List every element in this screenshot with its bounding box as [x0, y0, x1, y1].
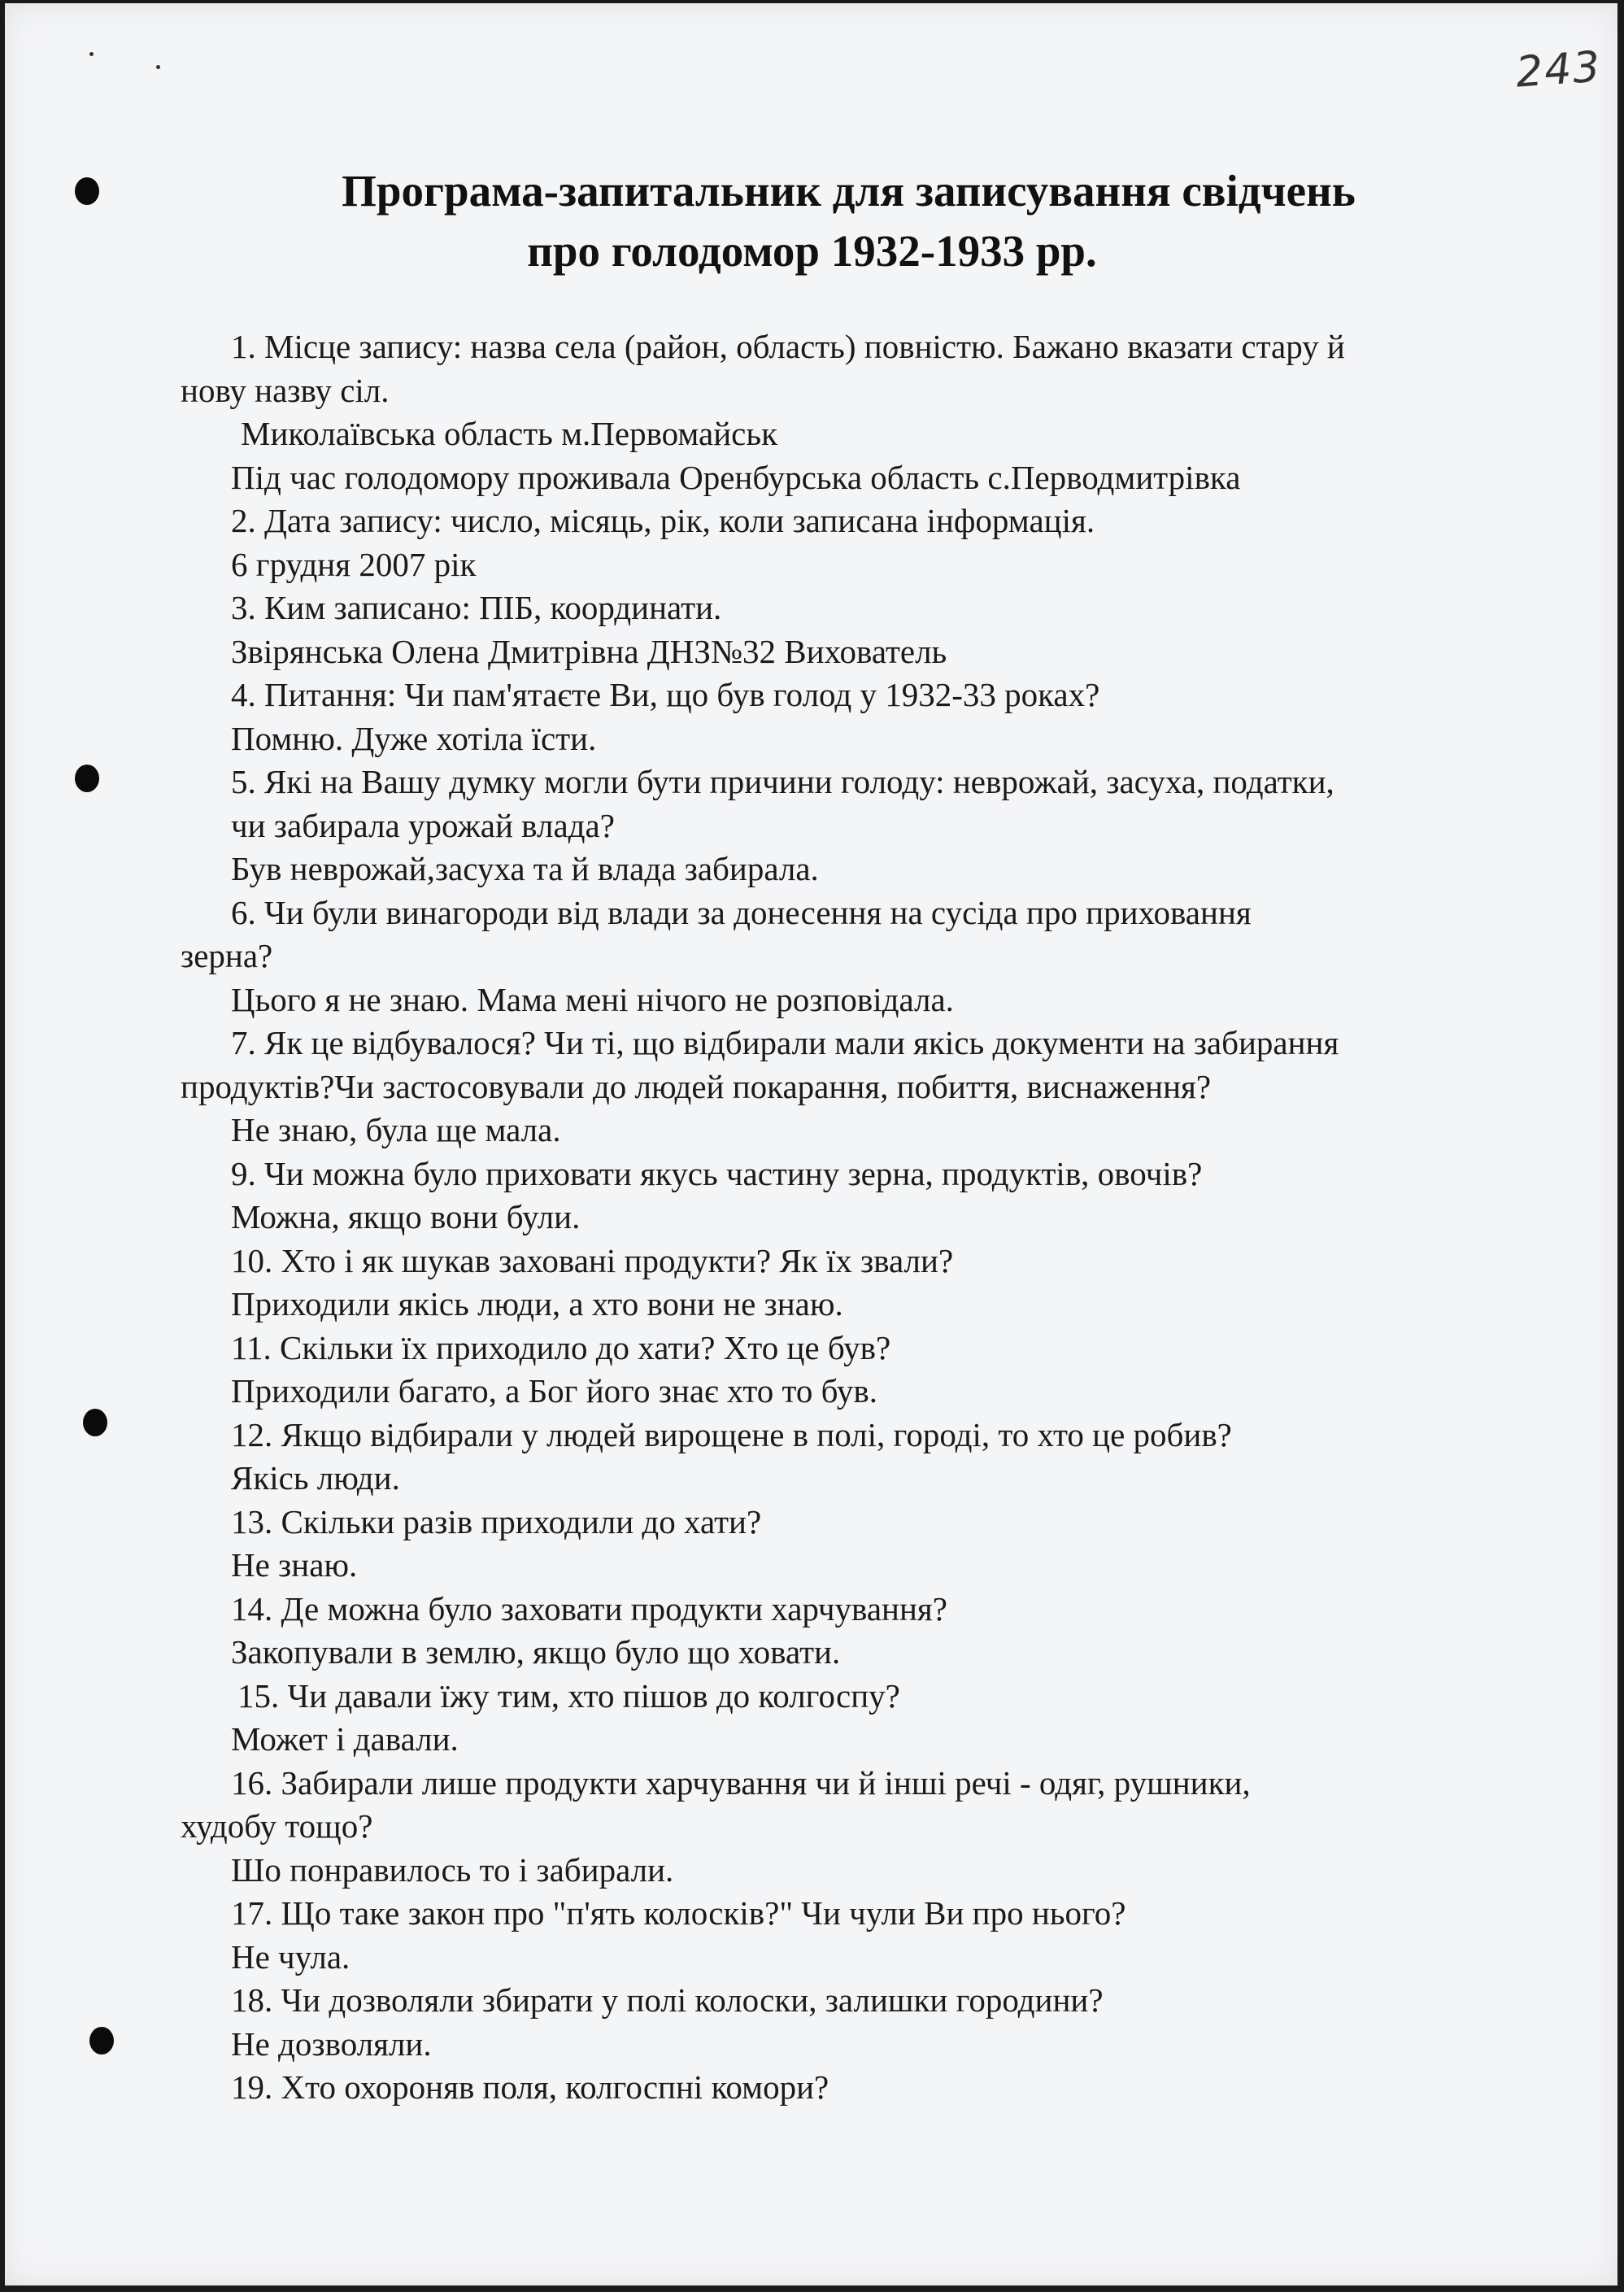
- answer-line: Приходили багато, а Бог його знає хто то був.: [231, 1372, 878, 1410]
- answer-line: Під час голодомору проживала Оренбурська область с.Перводмитрівка: [231, 458, 1241, 496]
- answer-line: Миколаївська область м.Первомайськ: [241, 415, 777, 452]
- answer-line: Приходили якісь люди, а хто вони не знаю.: [231, 1285, 843, 1322]
- punch-hole: [89, 2027, 114, 2055]
- speck: [89, 52, 94, 56]
- answer-line: Помню. Дуже хотіла їсти.: [231, 719, 597, 757]
- question-line: 11. Скільки їх приходило до хати? Хто це був?: [231, 1328, 891, 1366]
- question-line: 18. Чи дозволяли збирати у полі колоски, залишки городини?: [231, 1981, 1104, 2019]
- answer-line: Может і давали.: [231, 1720, 459, 1758]
- questionnaire-body: [181, 325, 1502, 2110]
- question-line: 17. Що таке закон про "п'ять колосків?" Чи чули Ви про нього?: [231, 1894, 1126, 1932]
- question-line: 13. Скільки разів приходили до хати?: [231, 1502, 762, 1540]
- question-line: 3. Ким записано: ПІБ, координати.: [231, 589, 722, 626]
- title-line-1: Програма-запитальник для записування свідчень: [342, 166, 1356, 216]
- punch-hole: [75, 765, 99, 792]
- speck: [156, 65, 160, 69]
- answer-line: Якісь люди.: [231, 1459, 400, 1497]
- question-line: нову назву сіл.: [181, 371, 390, 409]
- page-title: [0, 161, 1624, 281]
- question-line: продуктів?Чи застосовували до людей покарання, побиття, виснаження?: [181, 1067, 1212, 1105]
- title-line-2: про голодомор 1932-1933 рр.: [527, 226, 1097, 276]
- punch-hole: [83, 1409, 107, 1436]
- question-line: 4. Питання: Чи пам'ятаєте Ви, що був голод у 1932-33 роках?: [231, 676, 1100, 713]
- answer-line: Не знаю.: [231, 1546, 358, 1584]
- question-line: 16. Забирали лише продукти харчування чи й інші речі - одяг, рушники,: [231, 1763, 1251, 1802]
- question-line: зерна?: [181, 937, 273, 974]
- question-line: 7. Як це відбувалося? Чи ті, що відбирали мали якісь документи на забирання: [231, 1024, 1339, 1061]
- question-line: 1. Місце запису: назва села (район, область) повністю. Бажано вказати стару й: [231, 328, 1345, 365]
- question-line: 6. Чи були винагороди від влади за донесення на сусіда про приховання: [231, 893, 1252, 931]
- question-line: худобу тощо?: [181, 1807, 373, 1845]
- question-line: 9. Чи можна було приховати якусь частину зерна, продуктів, овочів?: [231, 1154, 1203, 1192]
- question-line: 2. Дата запису: число, місяць, рік, коли записана інформація.: [231, 502, 1095, 539]
- handwritten-page-number: 243: [1514, 42, 1604, 98]
- answer-line: Не знаю, була ще мала.: [231, 1111, 561, 1148]
- question-line: 15. Чи давали їжу тим, хто пішов до колгоспу?: [237, 1676, 900, 1715]
- question-line: 5. Які на Вашу думку могли бути причини голоду: неврожай, засуха, податки,: [231, 763, 1334, 800]
- answer-line: Цього я не знаю. Мама мені нічого не розповідала.: [231, 980, 954, 1018]
- answer-line: 6 грудня 2007 рік: [231, 545, 477, 583]
- answer-line: Був неврожай,засуха та й влада забирала.: [231, 850, 819, 887]
- answer-line: Не чула.: [231, 1937, 350, 1976]
- answer-line: Можна, якщо вони були.: [231, 1198, 581, 1235]
- question-line: 10. Хто і як шукав заховані продукти? Як їх звали?: [231, 1241, 954, 1279]
- answer-line: Звірянська Олена Дмитрівна ДНЗ№32 Вихователь: [231, 632, 947, 670]
- question-line: 19. Хто охороняв поля, колгоспні комори?: [231, 2068, 829, 2106]
- answer-line: Шо понравилось то і забирали.: [231, 1850, 674, 1889]
- question-line: чи забирала урожай влада?: [231, 806, 615, 844]
- question-line: 12. Якщо відбирали у людей вирощене в полі, городі, то хто це робив?: [231, 1415, 1232, 1453]
- question-line: 14. Де можна було заховати продукти харчування?: [231, 1589, 947, 1627]
- answer-line: Не дозволяли.: [231, 2024, 432, 2063]
- answer-line: Закопували в землю, якщо було що ховати.: [231, 1633, 841, 1671]
